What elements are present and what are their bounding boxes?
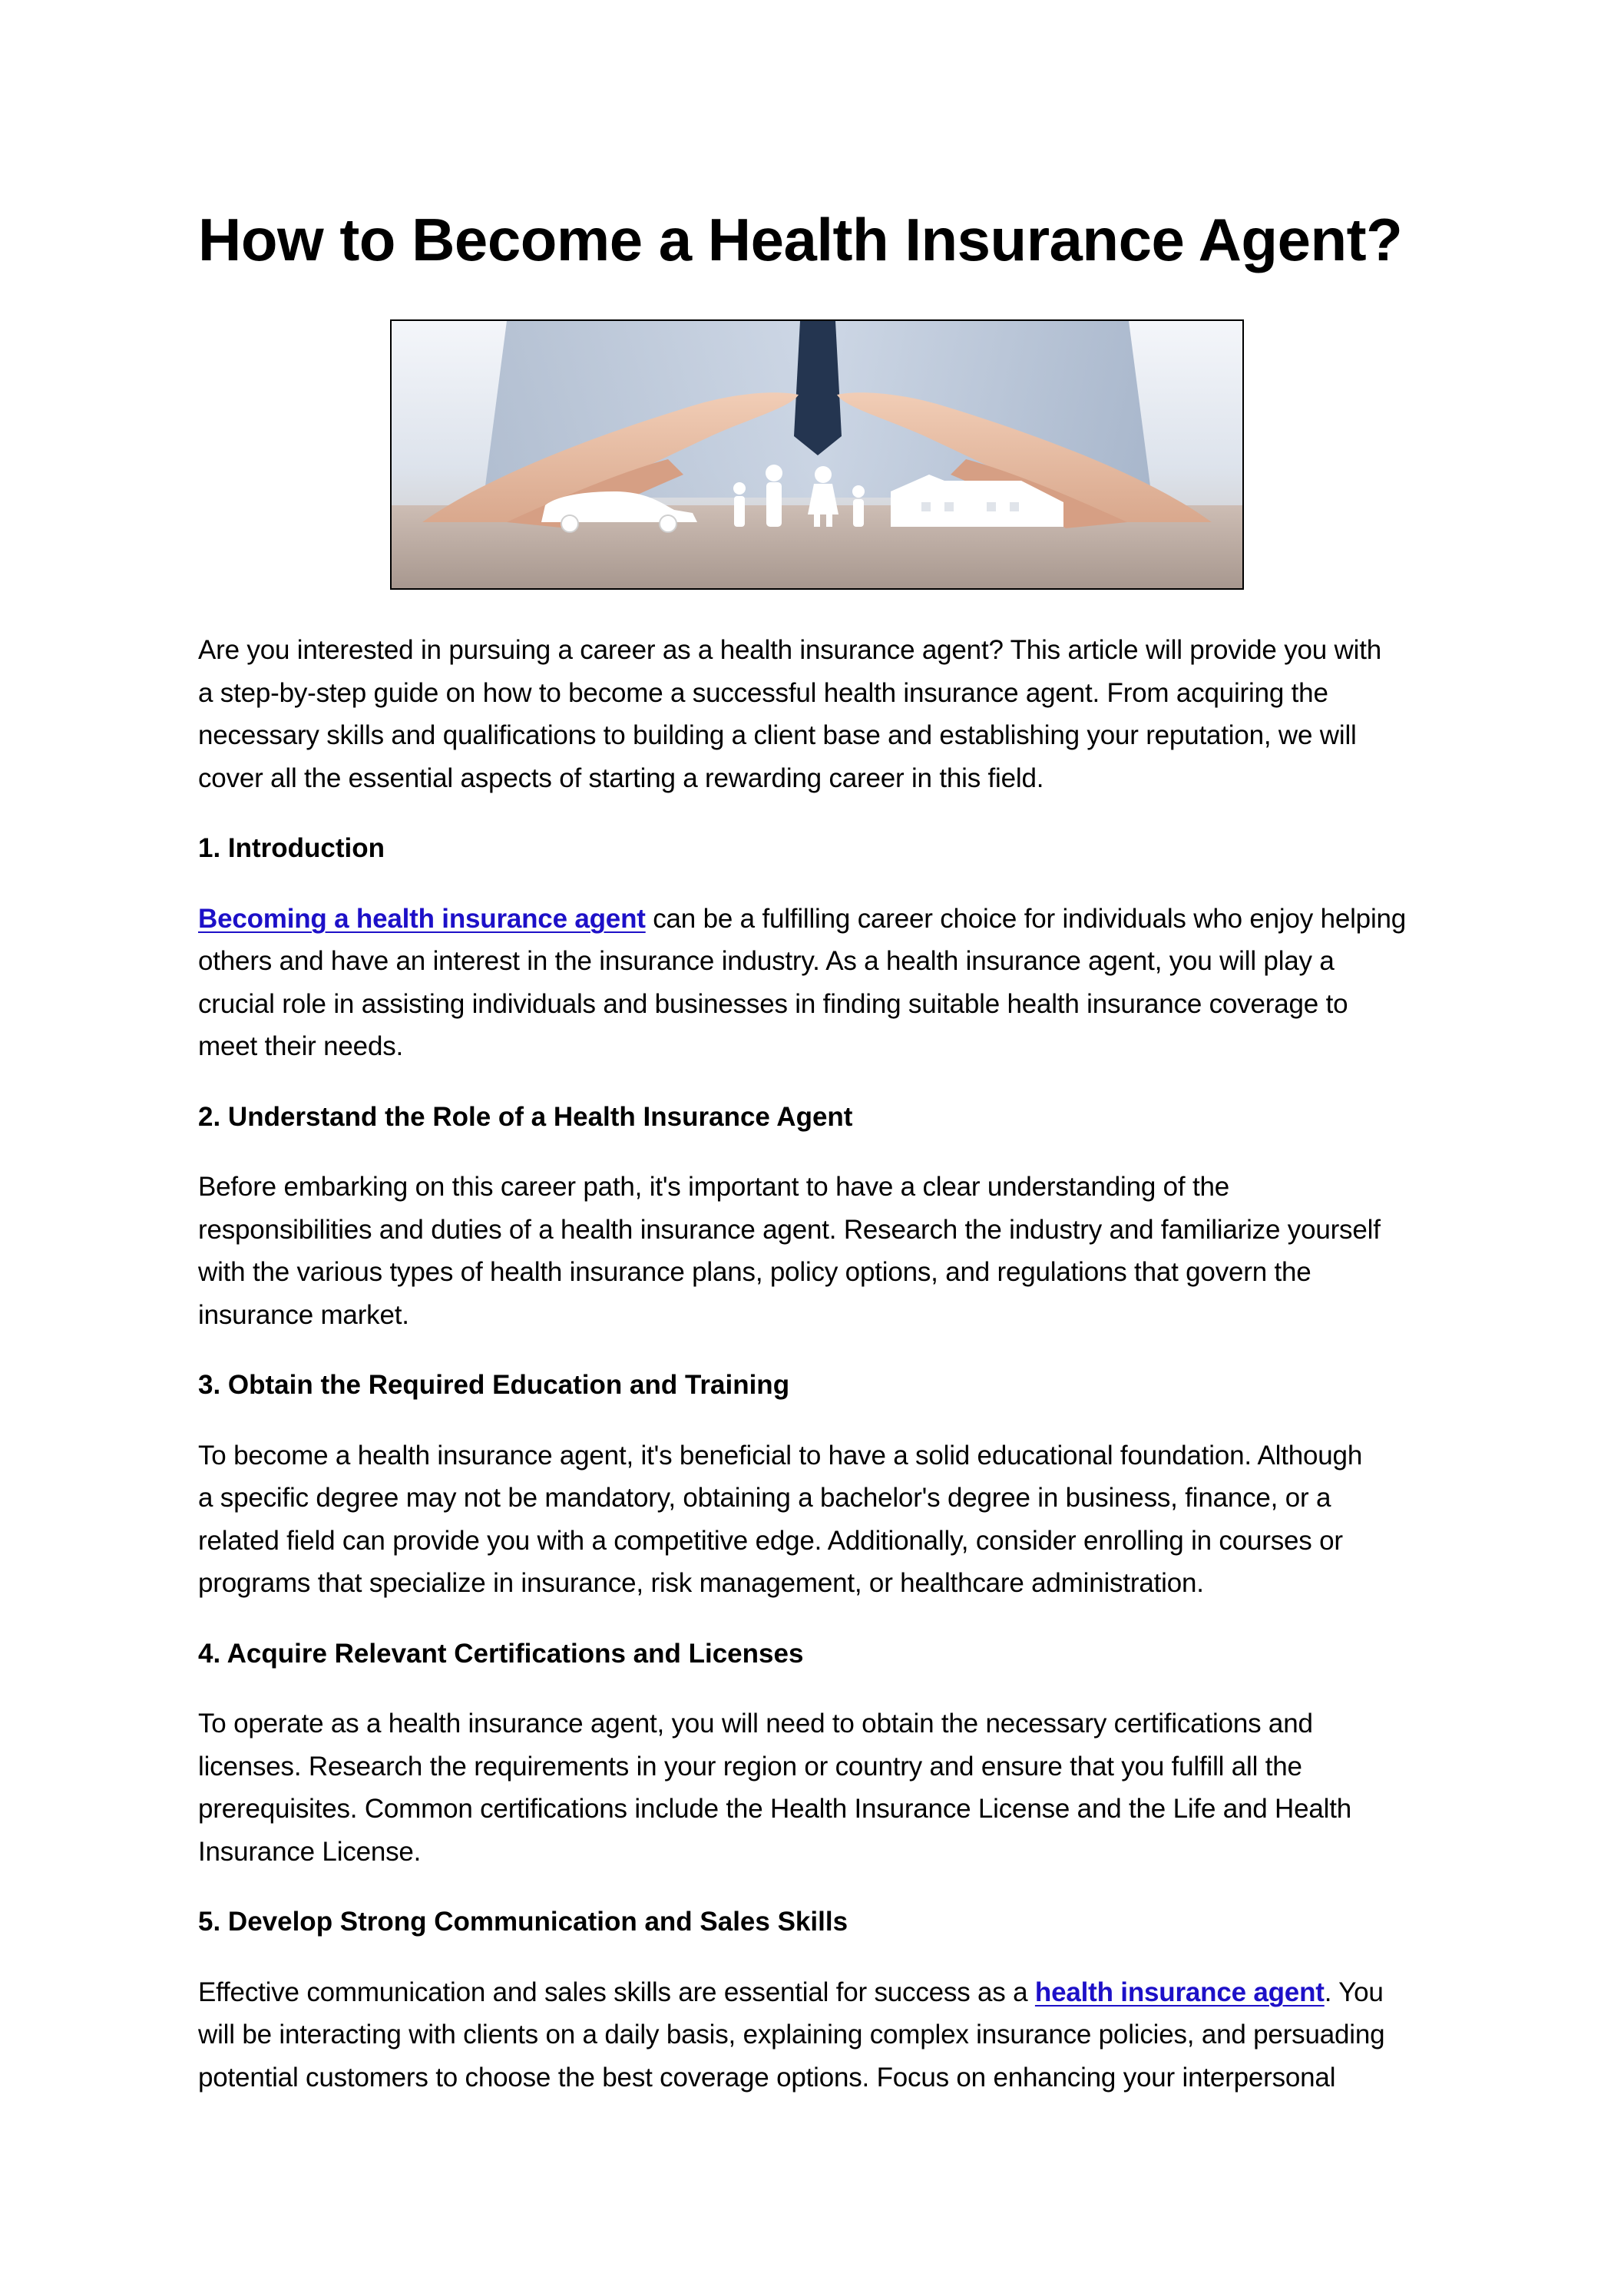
paragraph-line: licenses. Research the requirements in your region or country and ensure that you fulfill all the [198, 1751, 1302, 1782]
paragraph-line: responsibilities and duties of a health insurance agent. Research the industry and familiarize yourself [198, 1214, 1381, 1245]
paragraph-line: potential customers to choose the best coverage options. Focus on enhancing your interpersonal [198, 2062, 1336, 2093]
paragraph-line: Insurance License. [198, 1836, 422, 1867]
intro-line: Are you interested in pursuing a career as a health insurance agent? This article will provide you with [198, 635, 1382, 665]
hero-image [390, 319, 1244, 590]
document-page [198, 201, 1457, 2093]
education-paragraph [198, 1434, 1457, 1605]
intro-line: a step-by-step guide on how to become a successful health insurance agent. From acquiring the [198, 677, 1328, 708]
paragraph-line: will be interacting with clients on a daily basis, explaining complex insurance policies, and persuading [198, 2020, 1385, 2050]
section-heading-communication: 5. Develop Strong Communication and Sales Skills [198, 1907, 848, 1937]
paragraph-line: a specific degree may not be mandatory, obtaining a bachelor's degree in business, finance, or a [198, 1483, 1331, 1513]
introduction-paragraph [198, 898, 1457, 1068]
becoming-agent-link[interactable]: Becoming a health insurance agent [198, 903, 646, 934]
paragraph-line: Before embarking on this career path, it's important to have a clear understanding of the [198, 1172, 1229, 1202]
intro-paragraph [198, 629, 1457, 799]
paragraph-text: can be a fulfilling career choice for individuals who enjoy helping [645, 903, 1407, 934]
paragraph-line: related field can provide you with a competitive edge. Additionally, consider enrolling in courses or [198, 1525, 1343, 1556]
certifications-paragraph [198, 1702, 1457, 1873]
health-insurance-agent-link[interactable]: health insurance agent [1034, 1977, 1325, 2007]
page-title: How to Become a Health Insurance Agent? [198, 206, 1403, 273]
paragraph-line: programs that specialize in insurance, risk management, or healthcare administration. [198, 1568, 1204, 1598]
paragraph-line: meet their needs. [198, 1031, 404, 1061]
section-heading-introduction: 1. Introduction [198, 833, 385, 863]
paragraph-line [198, 898, 1457, 941]
hands-protecting-family-car-house-image [392, 321, 1242, 588]
paragraph-line: with the various types of health insurance plans, policy options, and regulations that govern the [198, 1257, 1311, 1287]
role-paragraph [198, 1166, 1457, 1336]
paragraph-line: insurance market. [198, 1299, 409, 1330]
article-body [198, 629, 1457, 2126]
section-heading-role: 2. Understand the Role of a Health Insurance Agent [198, 1101, 853, 1132]
intro-line: necessary skills and qualifications to building a client base and establishing your reputation, we will [198, 720, 1357, 750]
intro-line: cover all the essential aspects of starting a rewarding career in this field. [198, 763, 1044, 793]
paragraph-line: others and have an interest in the insurance industry. As a health insurance agent, you will play a [198, 946, 1335, 976]
paragraph-line [198, 1971, 1457, 2014]
paragraph-line: prerequisites. Common certifications include the Health Insurance License and the Life and Health [198, 1794, 1352, 1824]
paragraph-line: To become a health insurance agent, it's beneficial to have a solid educational foundation. Although [198, 1440, 1363, 1471]
communication-paragraph [198, 1971, 1457, 2099]
section-heading-certifications: 4. Acquire Relevant Certifications and Licenses [198, 1638, 804, 1669]
paragraph-line: To operate as a health insurance agent, you will need to obtain the necessary certifications and [198, 1709, 1313, 1739]
paragraph-line: crucial role in assisting individuals and businesses in finding suitable health insurance coverage to [198, 988, 1348, 1019]
section-heading-education: 3. Obtain the Required Education and Training [198, 1370, 790, 1400]
paragraph-text: . You [1324, 1977, 1384, 2007]
paragraph-text: Effective communication and sales skills are essential for success as a [198, 1977, 1035, 2007]
